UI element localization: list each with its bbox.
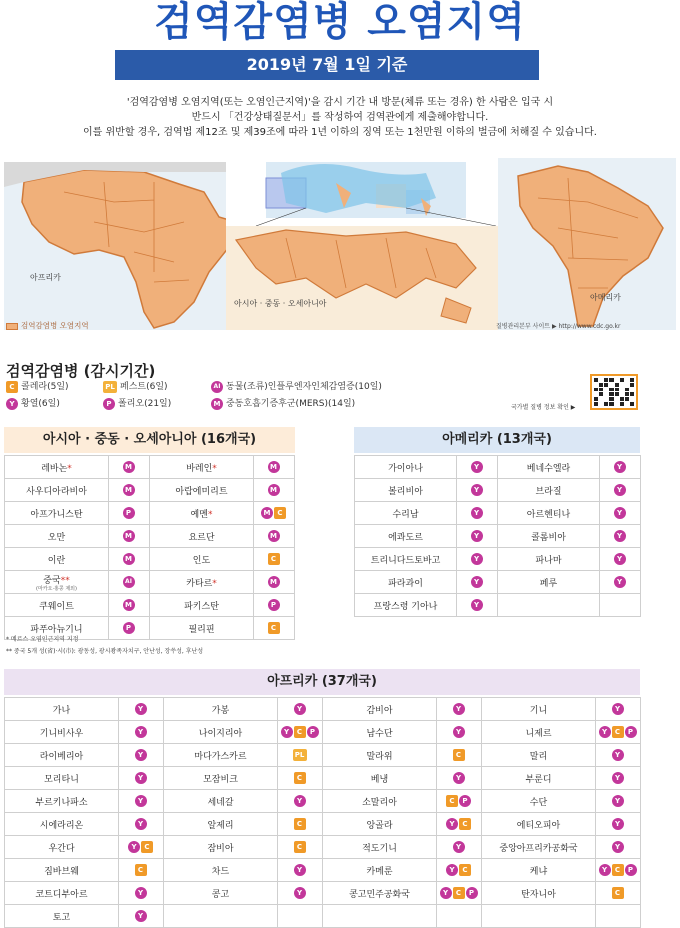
country-name: 가이아나 [355, 456, 457, 479]
table-row [5, 594, 295, 617]
badge-y-icon: Y [135, 910, 147, 922]
country-name [498, 594, 600, 617]
disease-codes [278, 721, 323, 744]
badge-p-icon: P [123, 507, 135, 519]
disease-codes [600, 479, 641, 502]
country-name [482, 905, 596, 928]
country-name: 콩고 [164, 882, 278, 905]
disease-codes [457, 502, 498, 525]
disease-codes [437, 905, 482, 928]
badge-m-icon: M [268, 461, 280, 473]
badge-y-icon: Y [612, 841, 624, 853]
asia-country-table [4, 455, 295, 640]
disease-codes [596, 698, 641, 721]
badge-p-icon: P [625, 864, 637, 876]
disease-codes [600, 456, 641, 479]
map-legend [6, 320, 89, 331]
table-row [355, 594, 641, 617]
disease-codes [109, 548, 150, 571]
badge-y-icon: Y [614, 553, 626, 565]
table-row [355, 548, 641, 571]
table-row [5, 859, 641, 882]
country-name: 모리타니 [5, 767, 119, 790]
country-name: 부룬디 [482, 767, 596, 790]
disease-legend-label: 폴리오(21일) [118, 399, 172, 409]
badge-p-icon: P [466, 887, 478, 899]
badge-y-icon: Y [135, 726, 147, 738]
country-name: 파키스탄 [150, 594, 254, 617]
table-row [355, 502, 641, 525]
country-name: 에티오피아 [482, 813, 596, 836]
table-row [355, 479, 641, 502]
disease-legend-item [211, 397, 355, 411]
disease-codes [254, 525, 295, 548]
disease-codes [596, 859, 641, 882]
intro-line-3: 이를 위반할 경우, 검역법 제12조 및 제39조에 따라 1년 이하의 징역 또는 1천만원 이하의 벌금에 처해질 수 있습니다. [83, 127, 597, 138]
disease-codes [600, 525, 641, 548]
badge-m-icon: M [268, 530, 280, 542]
country-name: 아프가니스탄 [5, 502, 109, 525]
country-name: 탄자니아 [482, 882, 596, 905]
intro-line-2: 반드시 「건강상태질문서」를 작성하여 검역관에게 제출해야합니다. [191, 112, 489, 123]
badge-y-icon: Y [614, 484, 626, 496]
disease-codes [119, 744, 164, 767]
disease-codes [119, 767, 164, 790]
country-name: 필리핀 [150, 617, 254, 640]
disease-section-title: 검역감염병 (감시기간) [6, 362, 156, 380]
disease-codes [437, 721, 482, 744]
disease-codes [596, 905, 641, 928]
disease-codes [457, 479, 498, 502]
disease-codes [437, 813, 482, 836]
world-map [226, 158, 498, 330]
country-name: 라이베리아 [5, 744, 119, 767]
country-name: 수리남 [355, 502, 457, 525]
disease-legend-item [103, 397, 171, 411]
badge-c-icon: C [294, 772, 306, 784]
country-name: 토고 [5, 905, 119, 928]
disease-codes [278, 767, 323, 790]
country-name: 기니 [482, 698, 596, 721]
country-name: 레바논* [5, 456, 109, 479]
country-name: 짐바브웨 [5, 859, 119, 882]
badge-y-icon: Y [471, 507, 483, 519]
badge-ai-icon: AI [123, 576, 135, 588]
badge-c-icon: C [294, 818, 306, 830]
disease-legend-label: 페스트(6일) [120, 382, 168, 392]
badge-y-icon: Y [471, 599, 483, 611]
table-row [355, 456, 641, 479]
country-name: 프랑스령 기아나 [355, 594, 457, 617]
country-name: 시에라리온 [5, 813, 119, 836]
country-name: 페루 [498, 571, 600, 594]
country-name: 잠비아 [164, 836, 278, 859]
table-row [5, 905, 641, 928]
country-name: 파나마 [498, 548, 600, 571]
disease-codes [254, 571, 295, 594]
country-name: 감비아 [323, 698, 437, 721]
badge-y-icon: Y [446, 864, 458, 876]
disease-codes [119, 859, 164, 882]
badge-y-icon: Y [440, 887, 452, 899]
disease-codes [119, 882, 164, 905]
country-name [323, 905, 437, 928]
badge-y-icon: Y [294, 795, 306, 807]
country-name: 쿠웨이트 [5, 594, 109, 617]
badge-y-icon: Y [135, 703, 147, 715]
disease-codes [119, 905, 164, 928]
badge-y-icon: Y [471, 530, 483, 542]
badge-m-icon: M [123, 553, 135, 565]
disease-codes [437, 767, 482, 790]
disease-codes [109, 571, 150, 594]
badge-y-icon: Y [281, 726, 293, 738]
badge-y-icon: Y [453, 841, 465, 853]
badge-y-icon: Y [135, 795, 147, 807]
table-row [5, 744, 641, 767]
badge-c-icon: C [459, 818, 471, 830]
intro-line-1: '검역감염병 오염지역(또는 오염인근지역)'을 감시 기간 내 방문(체류 또는 경유) 한 사람은 입국 시 [126, 97, 554, 108]
badge-c-icon: C [459, 864, 471, 876]
country-name: 아랍에미리트 [150, 479, 254, 502]
disease-legend-label: 동물(조류)인플루엔자인체감염증(10일) [226, 382, 382, 392]
disease-codes [254, 479, 295, 502]
asia-footnotes [6, 634, 203, 658]
disease-legend-label: 중동호흡기증후군(MERS)(14일) [226, 399, 356, 409]
country-name: 가봉 [164, 698, 278, 721]
country-name: 말리 [482, 744, 596, 767]
country-name: 콜롬비아 [498, 525, 600, 548]
badge-c-icon: C [6, 381, 18, 393]
badge-y-icon: Y [612, 772, 624, 784]
country-name: 트리니다드토바고 [355, 548, 457, 571]
country-name: 파푸아뉴기니 [5, 617, 109, 640]
country-name: 마다가스카르 [164, 744, 278, 767]
america-country-table [354, 455, 641, 617]
badge-p-icon: P [307, 726, 319, 738]
disease-codes [596, 721, 641, 744]
badge-y-icon: Y [614, 530, 626, 542]
country-name: 인도 [150, 548, 254, 571]
badge-p-icon: P [625, 726, 637, 738]
qr-link-text[interactable]: 국가별 질병 정보 확인 ▶ [511, 404, 576, 411]
country-name: 앙골라 [323, 813, 437, 836]
disease-codes [600, 548, 641, 571]
country-name: 카타르* [150, 571, 254, 594]
map-legend-label: 검역감염병 오염지역 [21, 321, 89, 330]
badge-c-icon: C [135, 864, 147, 876]
asia-region-header: 아시아 · 중동 · 오세아니아 (16개국) [4, 427, 295, 453]
disease-codes [437, 698, 482, 721]
disease-codes [109, 525, 150, 548]
country-name: 콩고민주공화국 [323, 882, 437, 905]
qr-code-icon[interactable] [590, 374, 638, 410]
country-name: 차드 [164, 859, 278, 882]
asia-map-label: 아시아 · 중동 · 오세아니아 [234, 299, 327, 308]
country-name: 베네수엘라 [498, 456, 600, 479]
country-name: 카메룬 [323, 859, 437, 882]
table-row [5, 836, 641, 859]
badge-y-icon: Y [135, 772, 147, 784]
disease-codes [109, 456, 150, 479]
country-name [164, 905, 278, 928]
disease-codes [119, 813, 164, 836]
page-title: 검역감염병 오염지역 [154, 0, 526, 45]
badge-y-icon: Y [6, 398, 18, 410]
badge-m-icon: M [211, 398, 223, 410]
badge-c-icon: C [446, 795, 458, 807]
country-name: 아르헨티나 [498, 502, 600, 525]
disease-codes [119, 836, 164, 859]
map-legend-swatch [6, 323, 18, 330]
badge-y-icon: Y [446, 818, 458, 830]
country-name: 적도기니 [323, 836, 437, 859]
badge-pl-icon: PL [103, 381, 117, 393]
badge-y-icon: Y [599, 864, 611, 876]
country-name: 중앙아프리카공화국 [482, 836, 596, 859]
disease-codes [457, 571, 498, 594]
badge-m-icon: M [123, 530, 135, 542]
disease-legend-label: 콜레라(5일) [21, 382, 69, 392]
disease-codes [119, 721, 164, 744]
disease-codes [254, 502, 295, 525]
badge-c-icon: C [141, 841, 153, 853]
table-row [5, 548, 295, 571]
badge-y-icon: Y [135, 818, 147, 830]
country-name: 우간다 [5, 836, 119, 859]
disease-codes [119, 698, 164, 721]
badge-y-icon: Y [294, 864, 306, 876]
badge-y-icon: Y [453, 772, 465, 784]
country-name: 남수단 [323, 721, 437, 744]
country-name: 케냐 [482, 859, 596, 882]
disease-codes [254, 548, 295, 571]
table-row [5, 502, 295, 525]
disease-codes [278, 882, 323, 905]
disease-codes [437, 859, 482, 882]
disease-codes [109, 594, 150, 617]
disease-codes [254, 594, 295, 617]
disease-codes [437, 790, 482, 813]
disease-codes [437, 882, 482, 905]
country-name: 파라과이 [355, 571, 457, 594]
disease-codes [596, 790, 641, 813]
footnote-china: ** 중국 5개 성(省)·시(市): 광동성, 광시좡족자치구, 안난성, 장쑤성, 후난성 [6, 648, 204, 655]
disease-codes [457, 525, 498, 548]
table-row [5, 479, 295, 502]
table-row [5, 456, 295, 479]
table-row [5, 767, 641, 790]
disease-codes [596, 744, 641, 767]
badge-y-icon: Y [471, 461, 483, 473]
table-row [5, 698, 641, 721]
badge-m-icon: M [123, 461, 135, 473]
disease-codes [600, 571, 641, 594]
america-map-label: 아메리카 [590, 293, 621, 302]
disease-codes [109, 502, 150, 525]
badge-y-icon: Y [128, 841, 140, 853]
country-name: 니제르 [482, 721, 596, 744]
disease-codes [254, 617, 295, 640]
country-name: 베냉 [323, 767, 437, 790]
country-name: 오만 [5, 525, 109, 548]
badge-m-icon: M [261, 507, 273, 519]
badge-ai-icon: AI [211, 381, 223, 393]
badge-y-icon: Y [471, 576, 483, 588]
footnote-mers: * 메르스 오염인근지역 지정 [6, 636, 79, 643]
intro-text [0, 95, 680, 140]
disease-legend-item [211, 380, 382, 394]
africa-region-header: 아프리카 (37개국) [4, 669, 640, 695]
badge-y-icon: Y [614, 461, 626, 473]
badge-m-icon: M [123, 484, 135, 496]
badge-p-icon: P [103, 398, 115, 410]
badge-y-icon: Y [612, 818, 624, 830]
table-row [5, 571, 295, 594]
badge-y-icon: Y [612, 795, 624, 807]
table-row [5, 813, 641, 836]
country-name: 이란 [5, 548, 109, 571]
badge-y-icon: Y [453, 703, 465, 715]
badge-y-icon: Y [294, 703, 306, 715]
map-source: 질병관리본부 사이트 ▶ http://www.cdc.go.kr [496, 323, 621, 330]
disease-codes [278, 836, 323, 859]
disease-codes [278, 698, 323, 721]
disease-codes [109, 479, 150, 502]
disease-codes [278, 905, 323, 928]
country-name: 나이지리아 [164, 721, 278, 744]
badge-c-icon: C [612, 864, 624, 876]
table-row [5, 525, 295, 548]
disease-codes [600, 502, 641, 525]
country-name: 알제리 [164, 813, 278, 836]
disease-codes [596, 813, 641, 836]
disease-codes [457, 548, 498, 571]
africa-map [4, 162, 240, 330]
disease-legend-item [6, 397, 60, 411]
badge-c-icon: C [268, 622, 280, 634]
badge-c-icon: C [294, 841, 306, 853]
disease-codes [457, 456, 498, 479]
disease-codes [437, 744, 482, 767]
badge-y-icon: Y [471, 553, 483, 565]
disease-legend-item [6, 380, 69, 394]
badge-c-icon: C [453, 749, 465, 761]
badge-c-icon: C [612, 726, 624, 738]
disease-legend-label: 황열(6일) [21, 399, 60, 409]
country-name: 모잠비크 [164, 767, 278, 790]
date-banner: 2019년 7월 1일 기준 [115, 50, 539, 80]
badge-m-icon: M [123, 599, 135, 611]
badge-p-icon: P [123, 622, 135, 634]
badge-c-icon: C [612, 887, 624, 899]
africa-map-label: 아프리카 [30, 273, 61, 282]
badge-c-icon: C [274, 507, 286, 519]
badge-p-icon: P [268, 599, 280, 611]
disease-codes [278, 859, 323, 882]
country-name: 가나 [5, 698, 119, 721]
badge-y-icon: Y [135, 749, 147, 761]
table-row [5, 882, 641, 905]
disease-codes [437, 836, 482, 859]
country-name: 부르키나파소 [5, 790, 119, 813]
badge-y-icon: Y [612, 749, 624, 761]
badge-c-icon: C [294, 726, 306, 738]
country-name: 세네갈 [164, 790, 278, 813]
country-name: 기니비사우 [5, 721, 119, 744]
america-region-header: 아메리카 (13개국) [354, 427, 640, 453]
country-name: 바레인* [150, 456, 254, 479]
country-name: 말라위 [323, 744, 437, 767]
table-row [5, 790, 641, 813]
country-name: 수단 [482, 790, 596, 813]
badge-y-icon: Y [614, 507, 626, 519]
disease-codes [278, 813, 323, 836]
america-map [498, 158, 676, 330]
disease-codes [278, 744, 323, 767]
africa-country-table [4, 697, 641, 928]
badge-c-icon: C [453, 887, 465, 899]
country-name: 사우디아라비아 [5, 479, 109, 502]
maps-area [4, 158, 676, 338]
badge-y-icon: Y [294, 887, 306, 899]
badge-p-icon: P [459, 795, 471, 807]
disease-codes [600, 594, 641, 617]
disease-codes [596, 836, 641, 859]
disease-codes [457, 594, 498, 617]
disease-codes [119, 790, 164, 813]
badge-m-icon: M [268, 484, 280, 496]
disease-codes [254, 456, 295, 479]
country-name: 예멘* [150, 502, 254, 525]
disease-codes [278, 790, 323, 813]
badge-pl-icon: PL [293, 749, 307, 761]
table-row [5, 721, 641, 744]
table-row [355, 525, 641, 548]
country-name: 소말리아 [323, 790, 437, 813]
disease-legend-item [103, 380, 168, 394]
country-name: 에콰도르 [355, 525, 457, 548]
badge-y-icon: Y [612, 703, 624, 715]
country-name: 볼리비아 [355, 479, 457, 502]
country-name: 브라질 [498, 479, 600, 502]
country-name: 중국** (마카오·홍콩 제외) [5, 571, 109, 594]
disease-codes [596, 882, 641, 905]
badge-m-icon: M [268, 576, 280, 588]
country-name: 코트디부아르 [5, 882, 119, 905]
badge-c-icon: C [268, 553, 280, 565]
badge-y-icon: Y [471, 484, 483, 496]
badge-y-icon: Y [453, 726, 465, 738]
badge-y-icon: Y [135, 887, 147, 899]
badge-y-icon: Y [599, 726, 611, 738]
disease-codes [596, 767, 641, 790]
table-row [355, 571, 641, 594]
badge-y-icon: Y [614, 576, 626, 588]
country-name: 요르단 [150, 525, 254, 548]
